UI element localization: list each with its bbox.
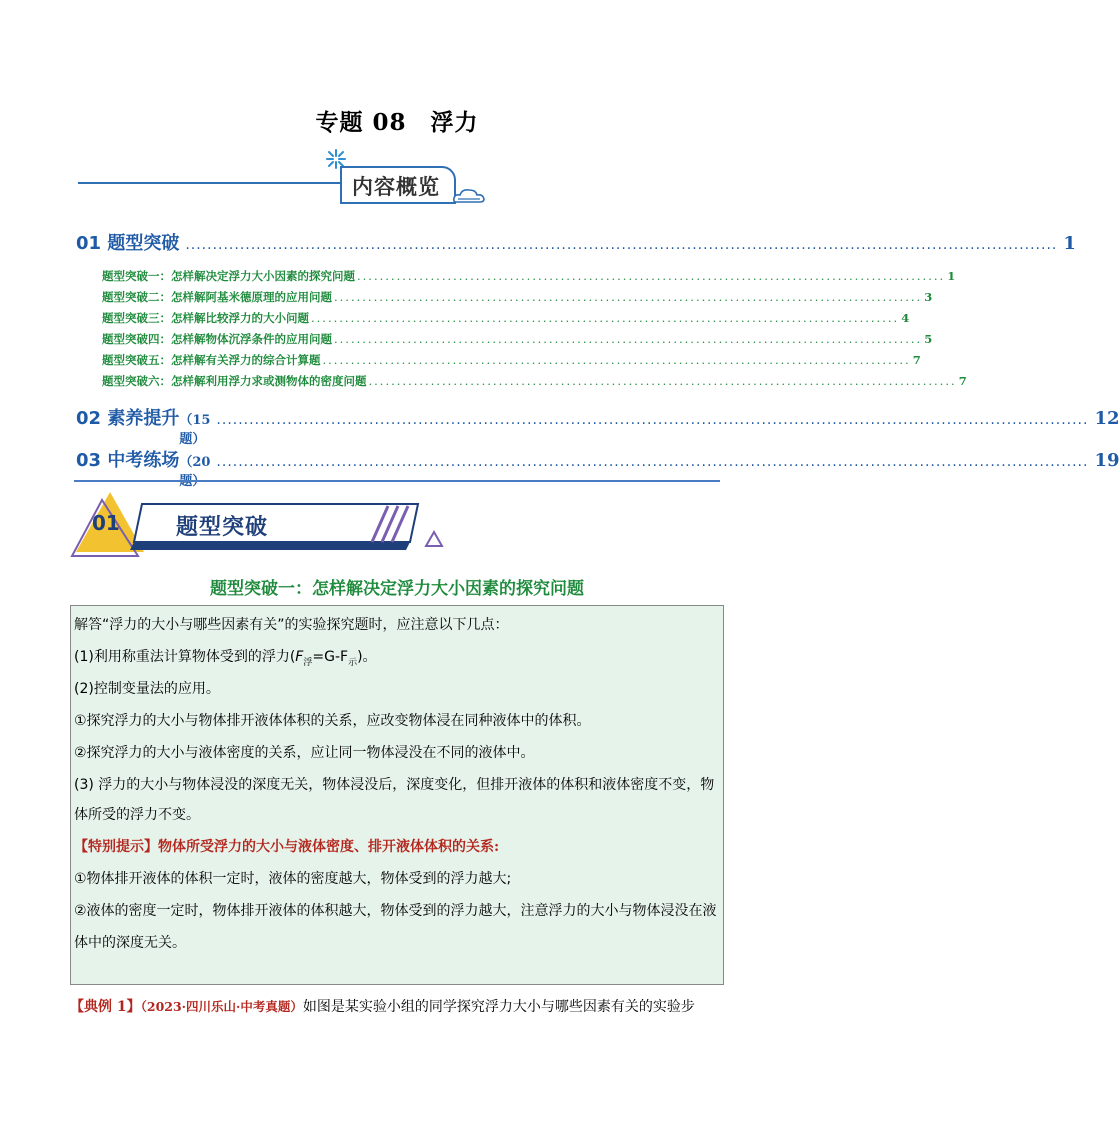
note-p7a: ②液体的密度一定时，物体排开液体的体积越大，物体受到的浮力越大，注意浮力的大小与物体浸没在液 xyxy=(74,903,717,919)
section-heading: 题型突破一：怎样解决定浮力大小因素的探究问题 xyxy=(210,579,584,599)
toc-section-3[interactable]: 03 中考练场 （20 ................................................................................................................................................................ 19 xyxy=(76,450,1120,471)
toc-sub-4[interactable]: 题型突破四：怎样解物体沉浮条件的应用问题 ........................................................................................................ 5 xyxy=(102,332,933,346)
banner-label: 题型突破 xyxy=(176,515,269,540)
note-p3: ①探究浮力的大小与物体排开液体体积的关系，应改变物体浸在同种液体中的体积。 xyxy=(74,713,591,729)
toc-sub-5[interactable]: 题型突破五：怎样解有关浮力的综合计算题 ........................................................................................................ 7 xyxy=(102,353,921,367)
note-tip: 【特别提示】物体所受浮力的大小与液体密度、排开液体体积的关系: xyxy=(74,839,500,855)
toc-section-2[interactable]: 02 素养提升 （15 题） ................................................................................................................................................................ 12 xyxy=(76,408,1120,447)
toc-sub-2[interactable]: 题型突破二：怎样解阿基米德原理的应用问题 ........................................................................................................ 3 xyxy=(102,290,933,304)
banner-number: 01 xyxy=(92,511,120,535)
note-formula: (1)利用称重法计算物体受到的浮力$(F_浮=G-F_示)$。 xyxy=(74,649,377,668)
note-p5b: 体所受的浮力不变。 xyxy=(74,807,200,823)
note-p4: ②探究浮力的大小与液体密度的关系，应让同一物体浸没在不同的液体中。 xyxy=(74,745,535,761)
note-p6: ①物体排开液体的体积一定时，液体的密度越大，物体受到的浮力越大; xyxy=(74,871,512,887)
note-p7b: 体中的深度无关。 xyxy=(74,935,186,951)
toc-sub-1[interactable]: 题型突破一：怎样解决定浮力大小因素的探究问题 ........................................................................................................ 1 xyxy=(102,269,956,283)
note-intro: 解答“浮力的大小与哪些因素有关”的实验探究题时，应注意以下几点： xyxy=(74,617,509,633)
note-p2: (2)控制变量法的应用。 xyxy=(74,681,220,697)
page-title: 专题 08 浮力 xyxy=(315,109,479,136)
overview-rule xyxy=(78,182,340,184)
toc-sub-6[interactable]: 题型突破六：怎样解利用浮力求或测物体的密度问题 ........................................................................................................ 7 xyxy=(102,374,967,388)
toc-sub-3[interactable]: 题型突破三：怎样解比较浮力的大小问题 ........................................................................................................ 4 xyxy=(102,311,910,325)
cloud-icon xyxy=(452,186,486,204)
note-p5a: (3) 浮力的大小与物体浸没的深度无关，物体浸没后，深度变化，但排开液体的体积和液体密度不变，物 xyxy=(74,777,715,793)
example-line: 【典例 1】（2023·四川乐山·中考真题）如图是某实验小组的同学探究浮力大小与哪些因素有关的实验步 xyxy=(70,999,695,1015)
toc-section-1[interactable]: 01 题型突破 ................................................................................................................................................................ 1 xyxy=(76,233,1076,254)
overview-heading: 内容概览 xyxy=(352,175,440,199)
section-divider xyxy=(74,480,720,482)
